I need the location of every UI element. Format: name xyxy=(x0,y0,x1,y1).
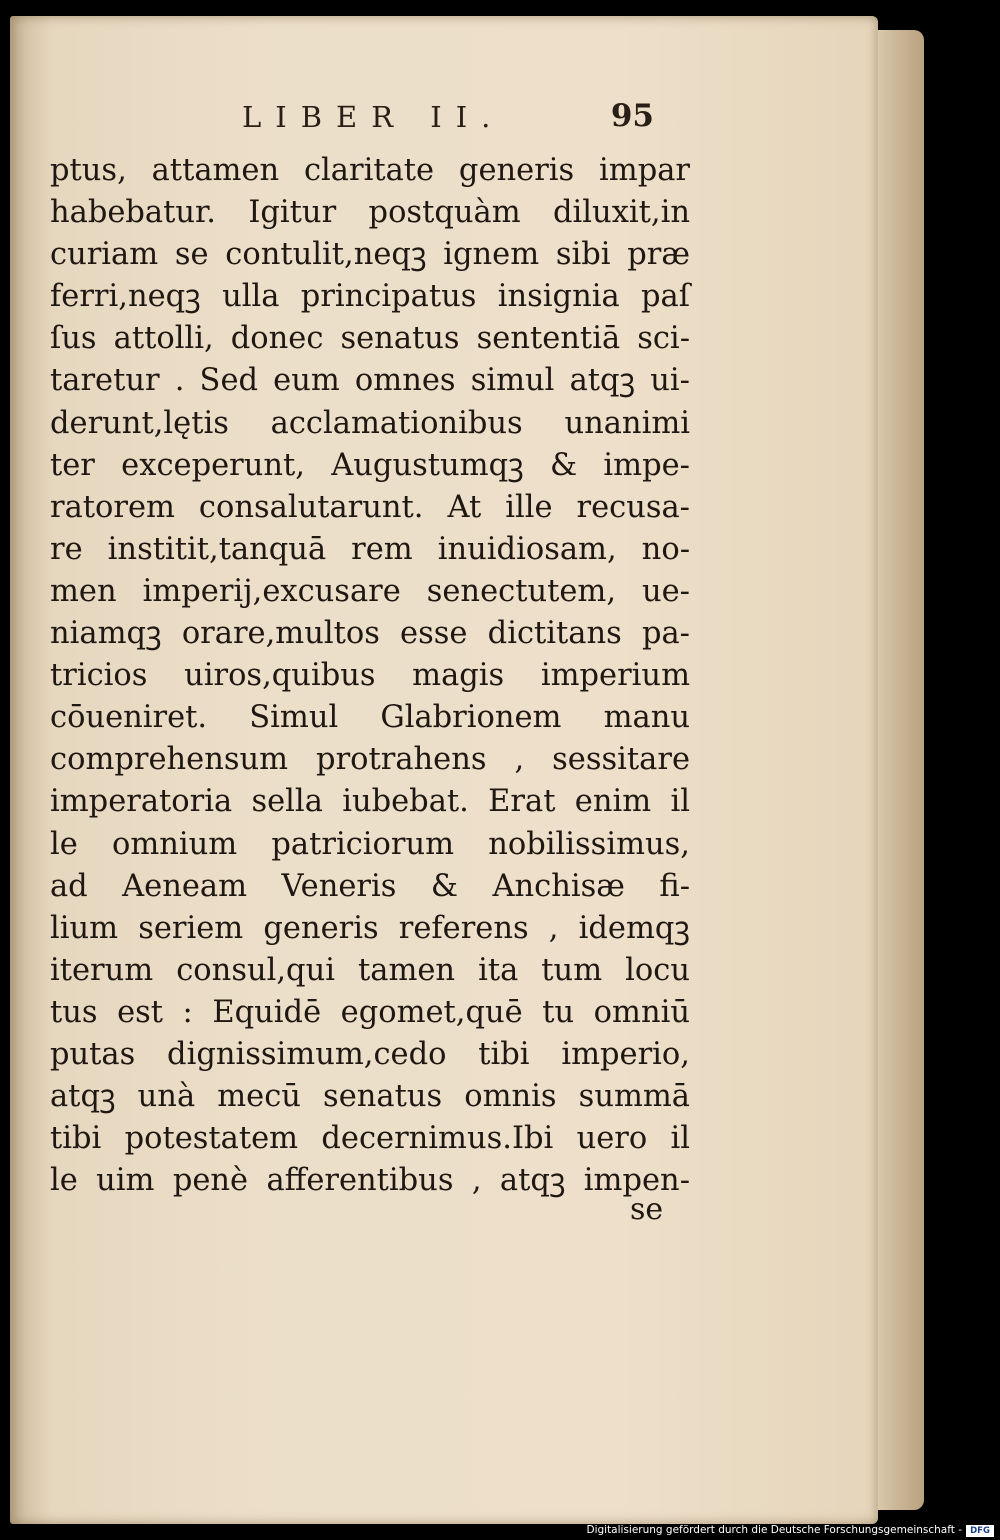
text-line: tibi potestatem decernimus.Ibi uero il xyxy=(50,1121,690,1157)
dfg-logo-icon: DFG xyxy=(966,1525,994,1537)
text-line: le omnium patriciorum nobilissimus, xyxy=(50,826,690,862)
text-line: taretur . Sed eum omnes simul atqꝫ ui- xyxy=(50,363,690,399)
text-line: ratorem consalutarunt. At ille recusa- xyxy=(50,489,690,525)
text-line: ſus attolli, donec senatus sententiā sci- xyxy=(50,321,690,357)
catchword: se xyxy=(630,1192,664,1227)
text-line: men imperij,excusare senectutem, ue- xyxy=(50,573,690,609)
text-line: ferri,neqꝫ ulla principatus insignia paſ xyxy=(50,279,690,315)
text-line: re institit,tanquā rem inuidiosam, no- xyxy=(50,531,690,567)
text-block xyxy=(50,150,690,1202)
text-line: le uim penè afferentibus , atqꝫ impen- xyxy=(50,1163,690,1199)
text-line: curiam se contulit,neqꝫ ignem sibi præ xyxy=(50,237,690,273)
text-line: atqꝫ unà mecū senatus omnis summā xyxy=(50,1079,690,1115)
text-line: ad Aeneam Veneris & Anchisæ fi- xyxy=(50,868,690,904)
page-fore-edge xyxy=(878,30,924,1510)
text-line: comprehensum protrahens , sessitare xyxy=(50,742,690,778)
text-line: putas dignissimum,cedo tibi imperio, xyxy=(50,1036,690,1072)
text-line: cōueniret. Simul Glabrionem manu xyxy=(50,700,690,736)
text-line: habebatur. Igitur postquàm diluxit,in xyxy=(50,195,690,231)
text-line: ter exceperunt, Augustumqꝫ & impe- xyxy=(50,447,690,483)
text-line: lium seriem generis referens , idemqꝫ xyxy=(50,910,690,946)
text-line: tus est : Equidē egomet,quē tu omniū xyxy=(50,994,690,1030)
text-line: derunt,lętis acclamationibus unanimi xyxy=(50,405,690,441)
page-header xyxy=(232,100,662,136)
text-line: iterum consul,qui tamen ita tum locu xyxy=(50,952,690,988)
running-head: LIBER II. xyxy=(242,100,505,134)
text-line: ptus, attamen claritate generis impar xyxy=(50,153,690,188)
text-line: imperatoria sella iubebat. Erat enim il xyxy=(50,784,690,820)
funding-credit: Digitalisierung gefördert durch die Deutsche Forschungsgemeinschaft - xyxy=(586,1524,962,1536)
folio-number: 95 xyxy=(610,98,654,134)
text-line: tricios uiros,quibus magis imperium xyxy=(50,658,690,694)
text-line: niamqꝫ orare,multos esse dictitans pa- xyxy=(50,616,690,652)
